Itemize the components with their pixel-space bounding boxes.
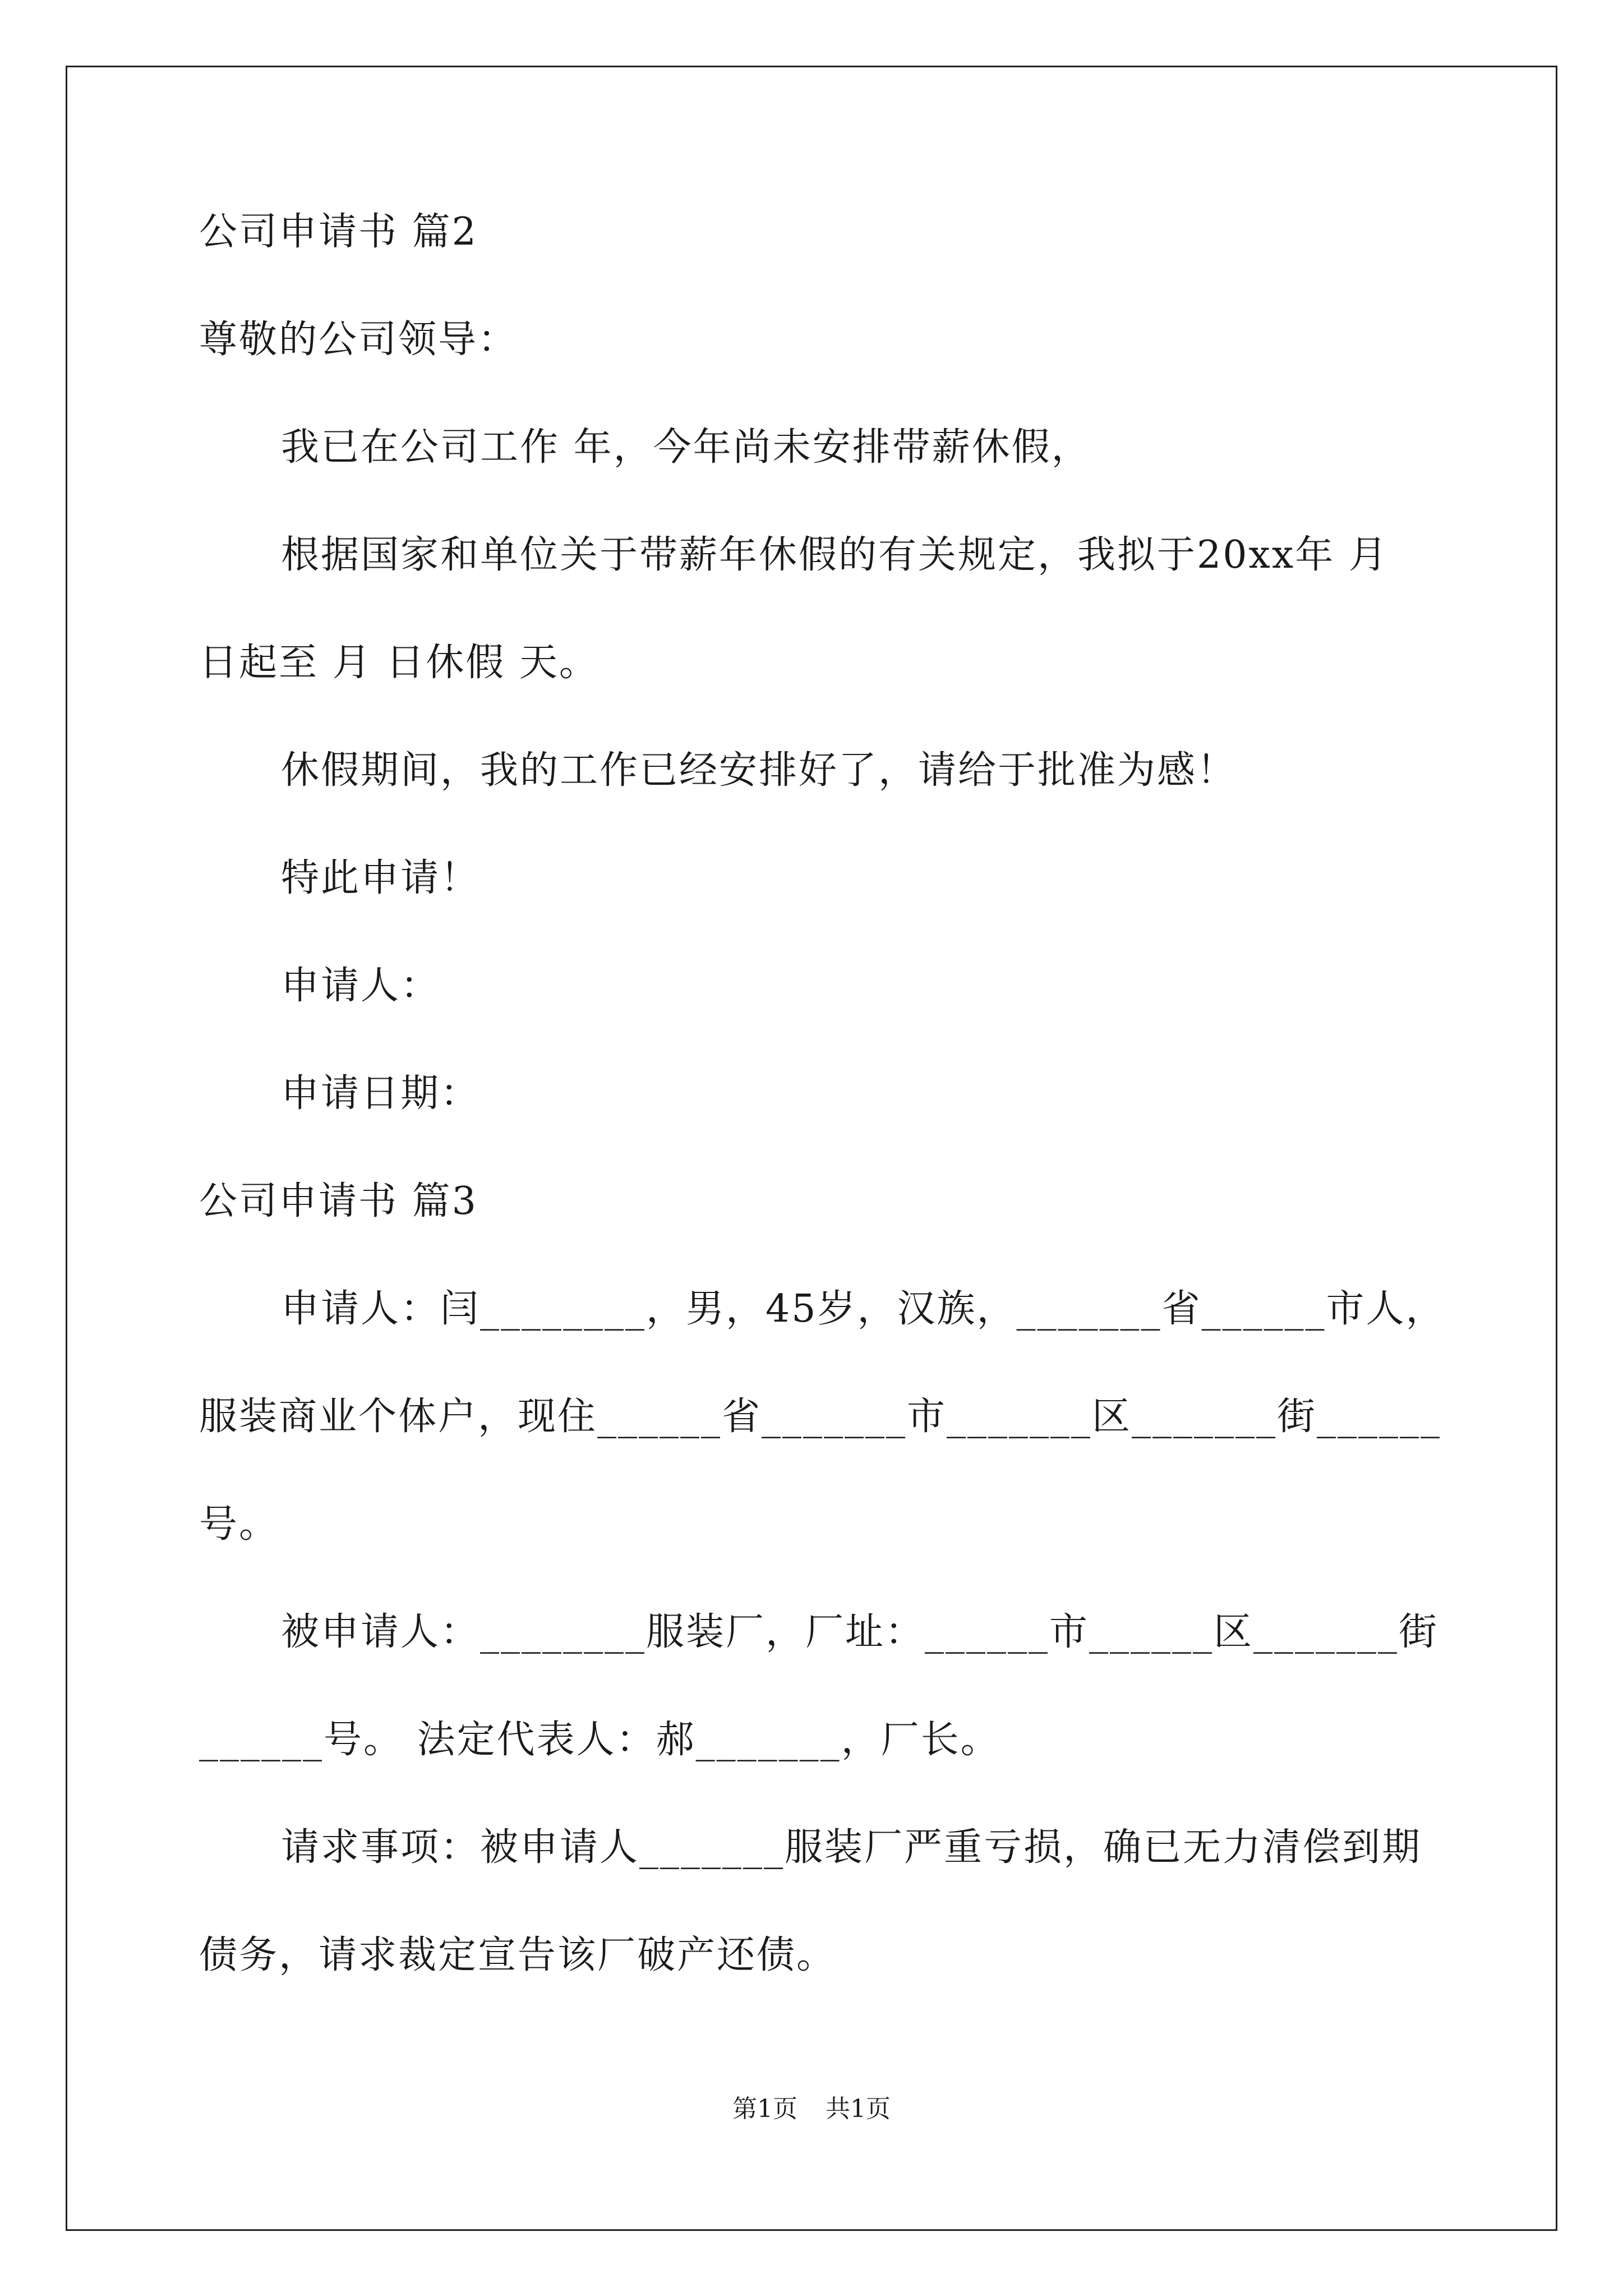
page-number: 第1页 xyxy=(732,2095,797,2123)
paragraph-line: 号。 xyxy=(199,1502,279,1547)
applicant-label: 申请人： xyxy=(281,964,441,1008)
paragraph-line: 债务，请求裁定宣告该厂破产还债。 xyxy=(199,1933,837,1977)
section-heading: 公司申请书 篇2 xyxy=(199,210,478,254)
page-footer xyxy=(0,2097,1623,2122)
paragraph-line: 申请人：闫________，男，45岁，汉族，_______省______市人， xyxy=(281,1287,1446,1331)
paragraph-line: ______号。 法定代表人：郝_______，厂长。 xyxy=(199,1718,1000,1762)
paragraph-line: 根据国家和单位关于带薪年休假的有关规定，我拟于20xx年 月 xyxy=(281,533,1389,577)
closing-line: 特此申请！ xyxy=(281,856,481,900)
paragraph-line: 被申请人：________服装厂，厂址：______市______区_______街 xyxy=(281,1610,1439,1654)
paragraph-line: 我已在公司工作 年，今年尚未安排带薪休假， xyxy=(281,425,1091,470)
date-label: 申请日期： xyxy=(281,1071,481,1116)
page-total: 共1页 xyxy=(826,2095,891,2123)
paragraph-line: 日起至 月 日休假 天。 xyxy=(199,641,599,685)
paragraph-line: 请求事项：被申请人_______服装厂严重亏损，确已无力清偿到期 xyxy=(281,1825,1422,1870)
paragraph-line: 服装商业个体户，现住______省_______市_______区_______街______ xyxy=(199,1395,1442,1439)
section-heading: 公司申请书 篇3 xyxy=(199,1179,478,1223)
paragraph-line: 休假期间，我的工作已经安排好了，请给于批准为感！ xyxy=(281,748,1237,793)
salutation: 尊敬的公司领导： xyxy=(199,318,518,362)
document-body xyxy=(199,210,1446,2044)
